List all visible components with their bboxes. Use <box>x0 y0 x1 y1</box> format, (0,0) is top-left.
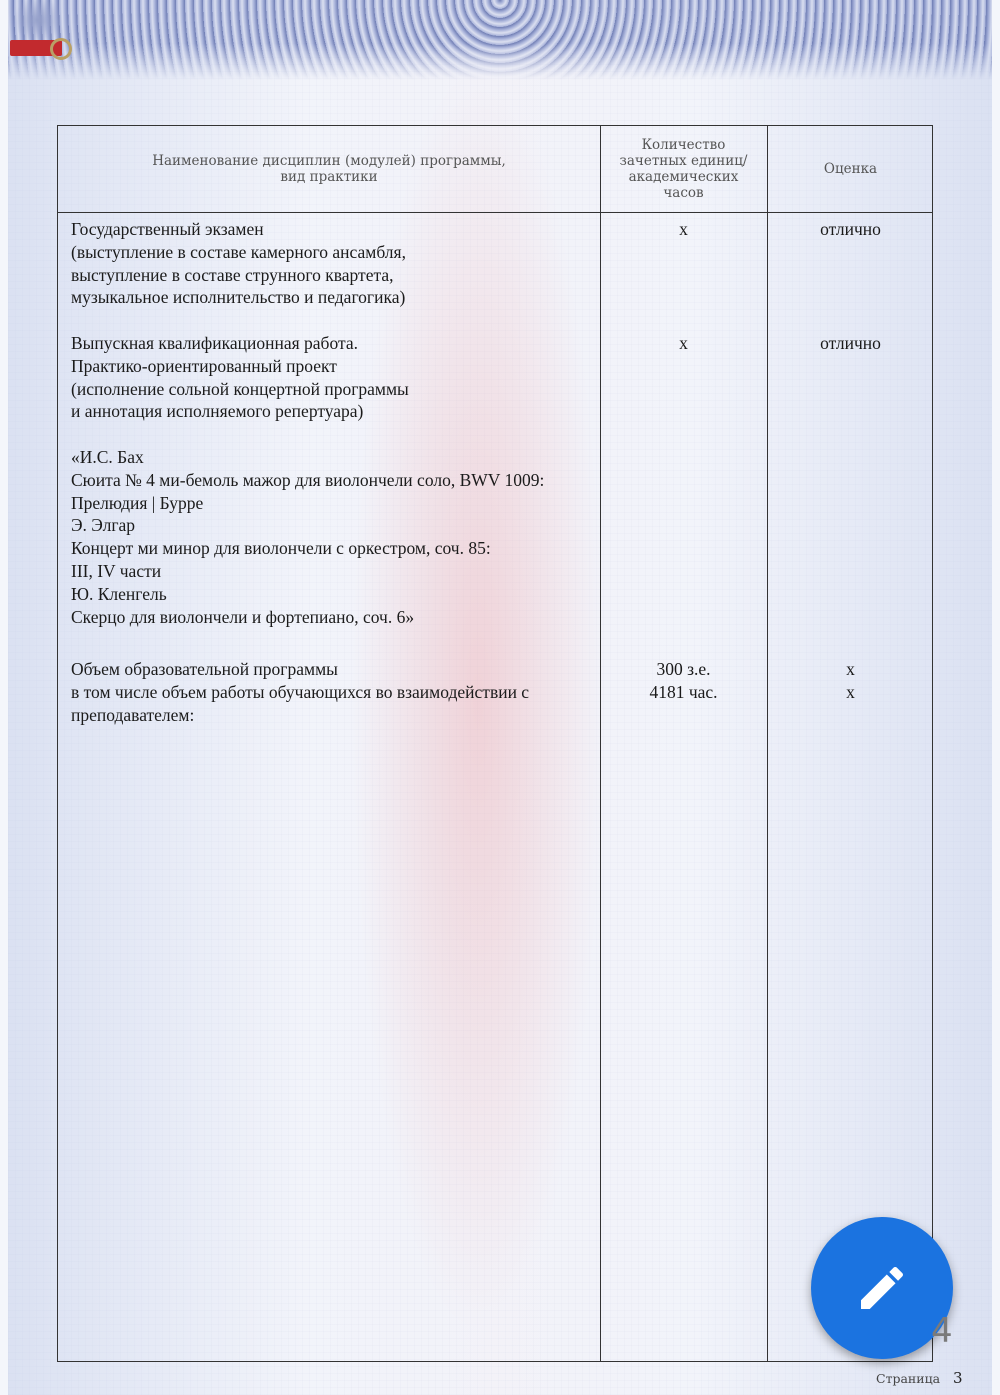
column-divider <box>767 126 768 1361</box>
pencil-icon <box>854 1260 910 1316</box>
page-label: Страница <box>876 1371 941 1386</box>
row-program-volume-grade: х х <box>846 659 855 702</box>
grades-table <box>57 125 933 1362</box>
row-thesis-units: х <box>679 333 688 353</box>
row-state-exam-grade: отлично <box>820 219 881 239</box>
header-grade: Оценка <box>823 161 878 177</box>
row-state-exam-name: Государственный экзамен (выступление в составе камерного ансамбля, выступление в составе струнного квартета, музыкальное исполнительство и педагогика) <box>71 219 406 308</box>
row-thesis-name: Выпускная квалификационная работа. Практико-ориентированный проект (исполнение сольной концертной программы и аннотация исполняемого репертуара) <box>71 333 409 422</box>
row-state-exam-units: х <box>679 219 688 239</box>
row-program-volume-name: Объем образовательной программы в том числе объем работы обучающихся во взаимодействии с преподавателем: <box>71 659 530 725</box>
header-discipline-name: Наименование дисциплин (модулей) программы, вид практики <box>152 153 506 185</box>
page-number: 3 <box>953 1369 963 1387</box>
row-thesis-grade: отлично <box>820 333 881 353</box>
row-repertoire-list: «И.С. Бах Сюита № 4 ми-бемоль мажор для виолончели соло, BWV 1009: Прелюдия | Бурре Э. Элгар Концерт ми минор для виолончели с оркестром, соч. 85: III, IV части Ю. Кленгель Скерцо для виолончели и фортепиано, соч. 6» <box>71 447 545 627</box>
page-count-badge: 4 <box>931 1311 953 1351</box>
binding-ring <box>50 38 72 60</box>
header-credit-units: Количество зачетных единиц/ академических часов <box>619 137 748 201</box>
decorative-guilloche-band <box>8 0 992 80</box>
column-divider <box>600 126 601 1361</box>
row-program-volume-units: 300 з.е. 4181 час. <box>649 659 718 702</box>
header-divider <box>58 212 932 213</box>
